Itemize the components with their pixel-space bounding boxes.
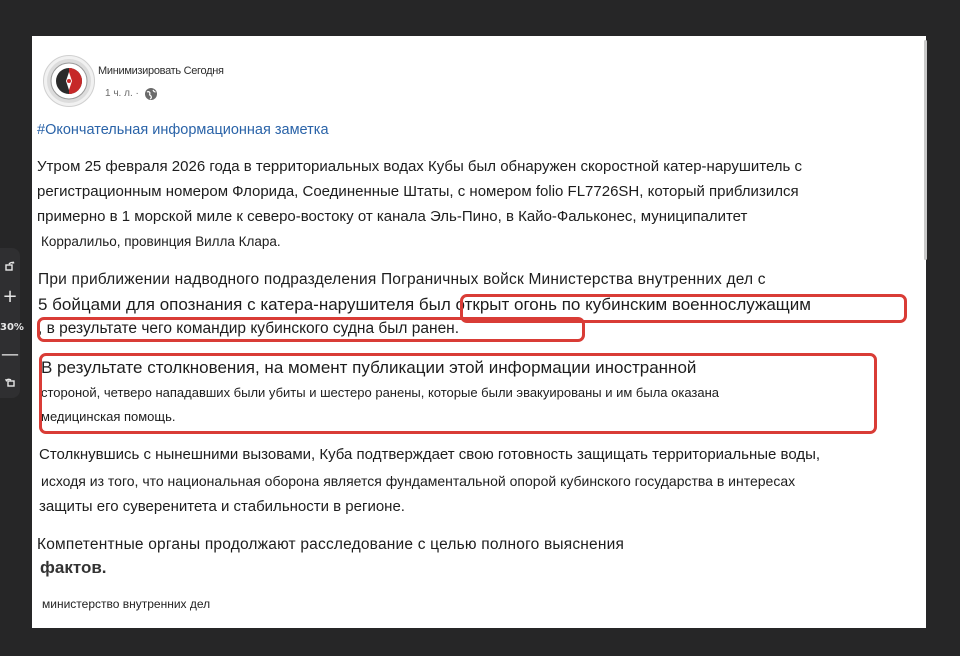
signature: министерство внутренних дел [42,597,211,611]
reset-icon[interactable] [0,376,20,392]
highlight-box [39,353,877,434]
paragraph2-line: 5 бойцами для опознания с катера-нарушителя был открыт огонь по кубинским военнослужащим [38,295,811,314]
paragraph3-line: В результате столкновения, на момент публикации этой информации иностранной [41,358,697,377]
paragraph1-line: Корралильо, провинция Вилла Клара. [41,234,281,249]
paragraph2-line: При приближении надводного подразделения Пограничных войск Министерства внутренних дел с [38,271,766,288]
rotate-icon[interactable] [0,260,20,276]
paragraph4-line: Столкнувшись с нынешними вызовами, Куба подтверждает свою готовность защищать территориальные воды, [39,446,821,463]
paragraph1-line: регистрационным номером Флорида, Соединенные Штаты, с номером folio FL7726SH, который приблизился [37,183,799,200]
paragraph4-line: защиты его суверенитета и стабильности в регионе. [39,498,405,515]
zoom-level: 30% [0,322,24,333]
highlight-box [37,317,585,342]
paragraph3-line: стороной, четверо нападавших были убиты и шестеро ранены, которые были эвакуированы и им была оказана [41,385,720,400]
page-name[interactable]: Минимизировать Сегодня [98,65,224,77]
paragraph2-line: , в результате чего командир кубинского судна был ранен. [38,320,460,337]
paragraph1-line: Утром 25 февраля 2026 года в территориальных водах Кубы был обнаружен скоростной катер-нарушитель с [37,158,803,175]
zoom-out-button[interactable]: — [1,344,19,365]
scrollbar[interactable] [924,40,927,260]
zoom-in-button[interactable]: + [2,286,18,307]
post-time[interactable]: 1 ч. л. · [105,88,139,99]
hashtag-link[interactable]: #Окончательная информационная заметка [37,122,329,138]
paragraph4-line: исходя из того, что национальная оборона является фундаментальной опорой кубинского государства в интересах [41,473,796,489]
paragraph5-line: фактов. [40,558,107,577]
paragraph5-line: Компетентные органы продолжают расследование с целью полного выяснения [37,536,625,553]
post-card [32,36,926,628]
globe-icon [144,87,158,106]
paragraph3-line: медицинская помощь. [41,409,176,424]
zoom-toolbar [0,248,24,398]
paragraph1-line: примерно в 1 морской миле к северо-востоку от канала Эль-Пино, в Кайо-Фальконес, муниципалитет [37,208,748,225]
avatar[interactable] [43,55,95,107]
